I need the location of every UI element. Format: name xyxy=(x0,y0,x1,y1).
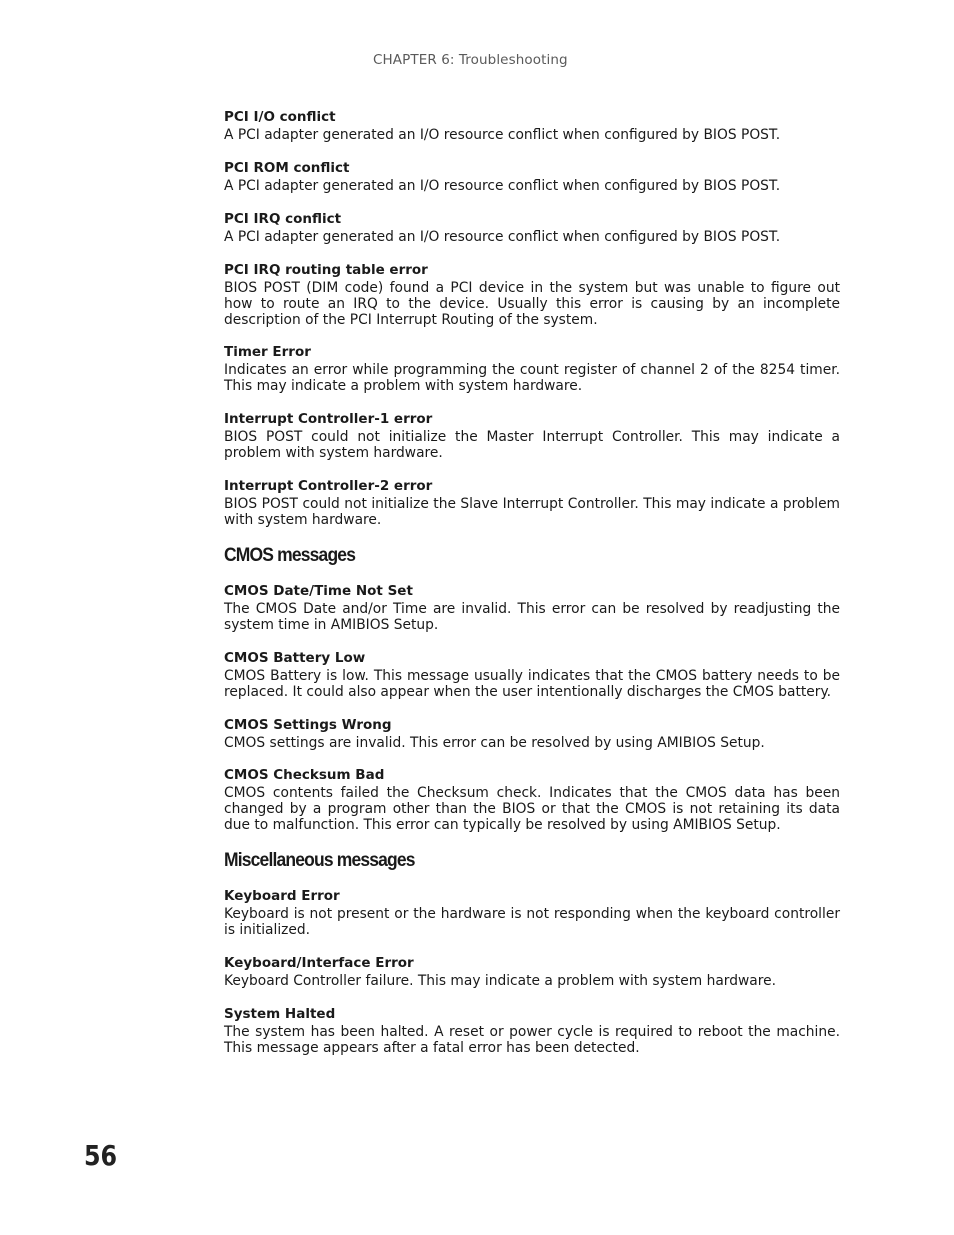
error-entry xyxy=(224,766,840,834)
error-entry xyxy=(224,210,840,246)
error-entry xyxy=(224,159,840,195)
error-entry xyxy=(224,887,840,939)
error-description: A PCI adapter generated an I/O resource conflict when configured by BIOS POST. xyxy=(224,127,781,143)
error-entry xyxy=(224,477,840,529)
page-content xyxy=(224,108,840,1072)
running-header: CHAPTER 6: Troubleshooting xyxy=(373,52,568,68)
error-entry xyxy=(224,954,840,990)
error-term: System Halted xyxy=(224,1005,336,1022)
error-term: PCI ROM conflict xyxy=(224,159,350,176)
error-term: PCI IRQ conflict xyxy=(224,210,342,227)
error-entry xyxy=(224,582,840,634)
error-entry xyxy=(224,261,840,329)
error-description: CMOS settings are invalid. This error can be resolved by using AMIBIOS Setup. xyxy=(224,734,765,751)
section-heading: CMOS messages xyxy=(224,544,356,566)
cmos-messages-section xyxy=(224,544,840,834)
error-group-general xyxy=(224,108,840,529)
error-term: PCI I/O conflict xyxy=(224,109,336,125)
error-term: CMOS Battery Low xyxy=(224,649,366,666)
error-term: Keyboard Error xyxy=(224,888,340,905)
error-term: Timer Error xyxy=(224,344,311,361)
error-description: Keyboard is not present or the hardware is not responding when the keyboard controller is initialized. xyxy=(224,906,840,939)
error-description: Indicates an error while programming the count register of channel 2 of the 8254 timer. This may indicate a problem with system hardware. xyxy=(224,362,840,395)
page-number: 56 xyxy=(84,1139,118,1172)
error-entry xyxy=(224,1005,840,1057)
error-description: CMOS Battery is low. This message usually indicates that the CMOS battery needs to be replaced. It could also appear when the user intentionally discharges the CMOS battery. xyxy=(224,667,840,700)
error-description: A PCI adapter generated an I/O resource conflict when configured by BIOS POST. xyxy=(224,177,781,194)
error-description: The CMOS Date and/or Time are invalid. This error can be resolved by readjusting the system time in AMIBIOS Setup. xyxy=(224,600,840,633)
error-term: Interrupt Controller-1 error xyxy=(224,411,433,428)
error-entry xyxy=(224,649,840,701)
error-term: Interrupt Controller-2 error xyxy=(224,478,433,495)
error-description: Keyboard Controller failure. This may indicate a problem with system hardware. xyxy=(224,972,776,989)
error-description: BIOS POST could not initialize the Master Interrupt Controller. This may indicate a problem with system hardware. xyxy=(224,429,840,462)
miscellaneous-messages-section xyxy=(224,849,840,1057)
error-term: CMOS Settings Wrong xyxy=(224,716,392,733)
error-description: BIOS POST could not initialize the Slave Interrupt Controller. This may indicate a problem with system hardware. xyxy=(224,496,840,528)
error-term: Keyboard/Interface Error xyxy=(224,954,414,971)
error-description: A PCI adapter generated an I/O resource conflict when configured by BIOS POST. xyxy=(224,228,781,245)
error-term: CMOS Date/Time Not Set xyxy=(224,582,413,599)
error-term: CMOS Checksum Bad xyxy=(224,767,385,784)
error-description: CMOS contents failed the Checksum check. Indicates that the CMOS data has been changed by a program other than the BIOS or that the CMOS is not retaining its data due to malfunction. This error can typically be resolved by using AMIBIOS Setup. xyxy=(224,785,840,834)
error-entry xyxy=(224,343,840,395)
error-description: The system has been halted. A reset or power cycle is required to reboot the machine. This message appears after a fatal error has been detected. xyxy=(224,1023,840,1056)
error-entry xyxy=(224,716,840,752)
error-term: PCI IRQ routing table error xyxy=(224,261,428,278)
error-description: BIOS POST (DIM code) found a PCI device in the system but was unable to figure out how to route an IRQ to the device. Usually this error is causing by an incomplete description of the PCI Interrupt Routing of the system. xyxy=(224,279,840,328)
section-heading: Miscellaneous messages xyxy=(224,850,415,872)
error-entry xyxy=(224,410,840,462)
error-entry xyxy=(224,108,840,144)
